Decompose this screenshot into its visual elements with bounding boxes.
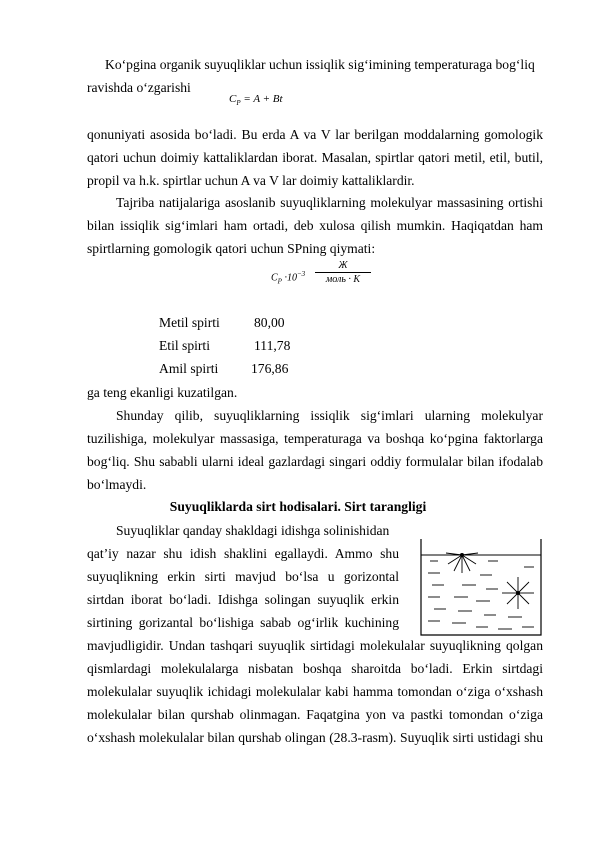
para1-line2: ravishda o‘zgarishi xyxy=(87,80,191,95)
para3-line3: bog‘liq. Shu sababli ularni ideal gazlardagi singari oddiy formulalar bilan ifodalab xyxy=(87,454,543,469)
para4-line8: molekulalar suyuqlik ichidagi molekulalar kabi hamma tomondan o‘ziga o‘xshash xyxy=(87,684,543,699)
units-fraction: Ж моль · K xyxy=(315,260,371,285)
para2-line2: bilan issiqlik sig‘imlari ham ortadi, deb xulosa qilish mumkin. Haqiqatdan ham xyxy=(87,218,543,233)
section-heading: Suyuqliklarda sirt hodisalari. Sirt tarangligi xyxy=(169,499,427,514)
para3-line0: ga teng ekanligi kuzatilgan. xyxy=(87,385,238,400)
para4-line6: mavjudligidir. Undan tashqari suyuqlik sirtidagi molekulalar suyuqlikning qolgan xyxy=(87,638,543,653)
liquid-molecules-figure xyxy=(418,531,544,641)
para4-line7: qismlardagi molekulalarga nisbatan boshqa sharoitda bo‘ladi. Erkin sirtdagi xyxy=(87,661,543,676)
para4-line10: o‘xshash molekulalar bilan qurshab olingan (28.3-rasm). Suyuqlik sirti ustidagi shu xyxy=(87,730,543,745)
para4-line2: qat’iy nazar shu idish shaklini egallaydi. Ammo shu xyxy=(87,546,399,561)
table-row-name: Etil spirti xyxy=(159,338,210,353)
para4-line5: sirtining gorizantal bo‘lishiga sabab og‘irlik kuchining xyxy=(87,615,399,630)
para1-line4: qatori uchun doimiy kattaliklardan iborat. Masalan, spirtlar qatori metil, etil, butil, xyxy=(87,150,543,165)
para1-line3: qonuniyati asosida bo‘ladi. Bu erda A va V lar berilgan moddalarning gomologik xyxy=(87,127,543,142)
para4-line4: sirtdan iborat bo‘ladi. Idishga solingan suyuqlik erkin xyxy=(87,592,399,607)
surface-molecule-star xyxy=(446,553,478,573)
para4-line9: molekulalar bilan qurshab olinmagan. Faqatgina yon va pastki tomondan o‘ziga xyxy=(87,707,543,722)
para3-line4: bo‘lmaydi. xyxy=(87,477,147,492)
formula-heat-capacity: $C_P = A + Bt$ xyxy=(229,93,283,108)
inner-molecule-star xyxy=(502,577,534,609)
table-row-name: Metil spirti xyxy=(159,315,220,330)
table-row-name: Amil spirti xyxy=(159,361,219,376)
table-row-value: 80,00 xyxy=(254,315,285,330)
para4-line1: Suyuqliklar qanday shakldagi idishga solinishidan xyxy=(116,523,390,538)
formula-units: $C_P \cdot 10^{-3}$ Ж моль · K xyxy=(271,270,305,285)
table-row-value: 176,86 xyxy=(251,361,289,376)
para1-line5: propil va h.k. spirtlar uchun A va V lar doimiy kattaliklardir. xyxy=(87,173,415,188)
para3-line2: tuzilishiga, molekulyar massasiga, temperaturaga va boshqa ko‘pgina faktorlarga xyxy=(87,431,543,446)
para3-line1: Shunday qilib, suyuqliklarning issiqlik sig‘imlari ularning molekulyar xyxy=(116,408,543,423)
table-row-value: 111,78 xyxy=(254,338,291,353)
para1-line1: Ko‘pgina organik suyuqliklar uchun issiqlik sig‘imining temperaturaga bog‘liq xyxy=(105,57,535,72)
para2-line3: spirtlarning gomologik qatori uchun SPning qiymati: xyxy=(87,241,376,256)
para4-line3: suyuqlikning erkin sirti mavjud bo‘lsa u gorizontal xyxy=(87,569,399,584)
para2-line1: Tajriba natijalariga asoslanib suyuqliklarning molekulyar massasining ortishi xyxy=(116,195,543,210)
